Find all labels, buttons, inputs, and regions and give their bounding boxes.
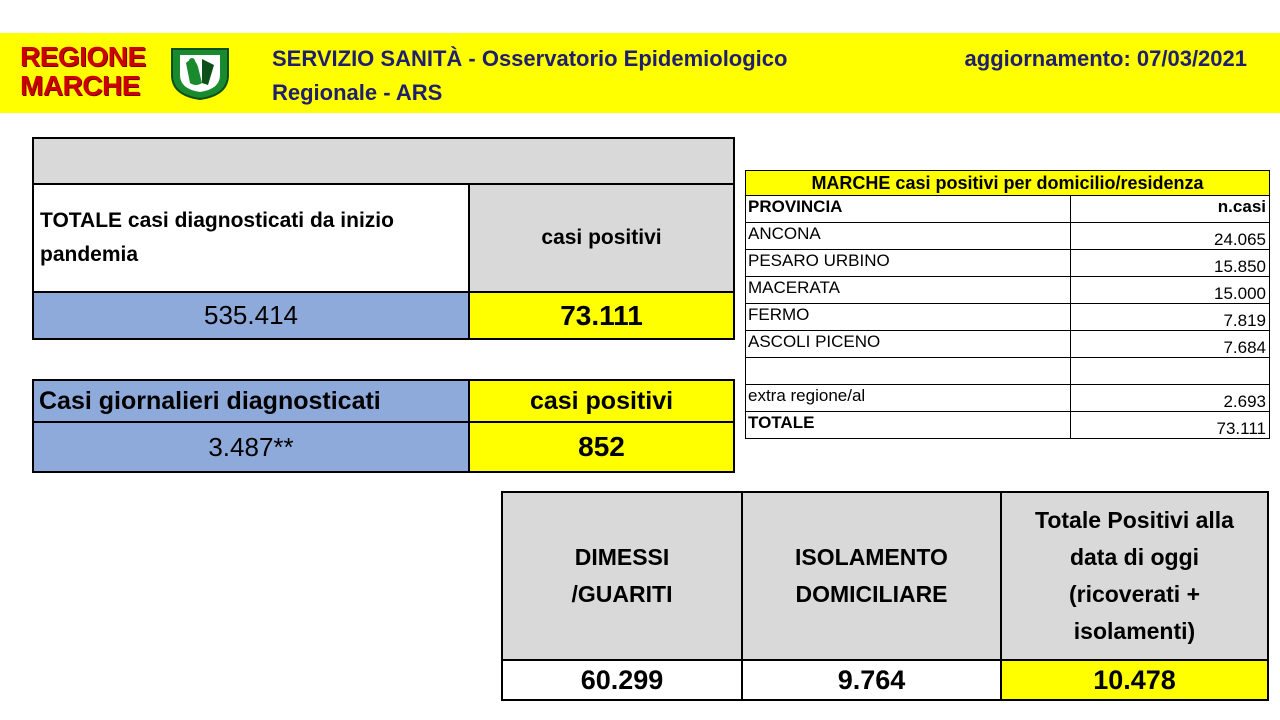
- province-total-value: 73.111: [1071, 412, 1270, 439]
- page-title: [272, 42, 787, 110]
- province-total-row: [745, 412, 1270, 439]
- dimessi-header: [503, 493, 743, 661]
- dimessi-header-line: /GUARITI: [571, 581, 673, 607]
- totale-header-line: isolamenti): [1073, 618, 1196, 644]
- table-row: [745, 358, 1270, 385]
- table-row: [745, 277, 1270, 304]
- province-name: ASCOLI PICENO: [745, 331, 1071, 358]
- header-band: [0, 33, 1280, 113]
- total-positive-value: 73.111: [470, 293, 733, 338]
- logo-line-2: MARCHE: [20, 70, 140, 101]
- table-row: [745, 331, 1270, 358]
- province-cases: 15.000: [1071, 277, 1270, 304]
- province-name: [745, 358, 1071, 385]
- table-row: [745, 250, 1270, 277]
- table-row: [745, 304, 1270, 331]
- province-cases: 24.065: [1071, 223, 1270, 250]
- dimessi-header-line: DIMESSI: [574, 544, 670, 570]
- totale-header-line: Totale Positivi alla: [1035, 507, 1234, 533]
- title-line-1: SERVIZIO SANITÀ - Osservatorio Epidemiologico: [272, 46, 788, 71]
- daily-positive-value: 852: [470, 423, 733, 471]
- province-cases: 15.850: [1071, 250, 1270, 277]
- outcomes-table: [501, 491, 1269, 701]
- total-positive-header: casi positivi: [470, 185, 733, 293]
- table-row: [745, 223, 1270, 250]
- province-cases: [1071, 358, 1270, 385]
- daily-cases-label: Casi giornalieri diagnosticati: [34, 381, 470, 423]
- logo-line-1: REGIONE: [20, 41, 146, 72]
- daily-cases-table: [32, 379, 735, 473]
- logo-wordmark: [20, 43, 146, 101]
- province-column-header: PROVINCIA: [745, 196, 1071, 223]
- province-cases: 2.693: [1071, 385, 1270, 412]
- isolamento-header-line: DOMICILIARE: [795, 581, 948, 607]
- table-row: [745, 385, 1270, 412]
- province-name: ANCONA: [745, 223, 1071, 250]
- daily-cases-value: 3.487**: [34, 423, 470, 471]
- province-cases: 7.819: [1071, 304, 1270, 331]
- dimessi-value: 60.299: [503, 661, 743, 699]
- isolamento-header: [743, 493, 1002, 661]
- province-header-row: [745, 196, 1270, 223]
- totale-header-line: data di oggi: [1069, 544, 1200, 570]
- province-name: MACERATA: [745, 277, 1071, 304]
- total-table-top-band: [34, 139, 733, 185]
- province-cases: 7.684: [1071, 331, 1270, 358]
- total-cases-table: [32, 137, 735, 340]
- totale-positivi-value: 10.478: [1002, 661, 1267, 699]
- isolamento-value: 9.764: [743, 661, 1002, 699]
- province-name: PESARO URBINO: [745, 250, 1071, 277]
- total-cases-value: 535.414: [34, 293, 470, 338]
- province-cases-table: [745, 170, 1270, 438]
- totale-positivi-header: [1002, 493, 1267, 661]
- regional-emblem-icon: [168, 45, 232, 101]
- isolamento-header-line: ISOLAMENTO: [795, 544, 948, 570]
- regione-marche-logo: [20, 43, 240, 105]
- province-name: FERMO: [745, 304, 1071, 331]
- totale-header-line: (ricoverati +: [1068, 581, 1201, 607]
- update-date: aggiornamento: 07/03/2021: [964, 46, 1247, 71]
- title-line-2: Regionale - ARS: [272, 80, 443, 105]
- cases-column-header: n.casi: [1071, 196, 1270, 223]
- daily-positive-header: casi positivi: [470, 381, 733, 423]
- province-name: extra regione/al: [745, 385, 1071, 412]
- total-cases-label: TOTALE casi diagnosticati da inizio pandemia: [34, 185, 470, 293]
- province-total-label: TOTALE: [745, 412, 1071, 439]
- province-table-title: MARCHE casi positivi per domicilio/residenza: [745, 170, 1270, 196]
